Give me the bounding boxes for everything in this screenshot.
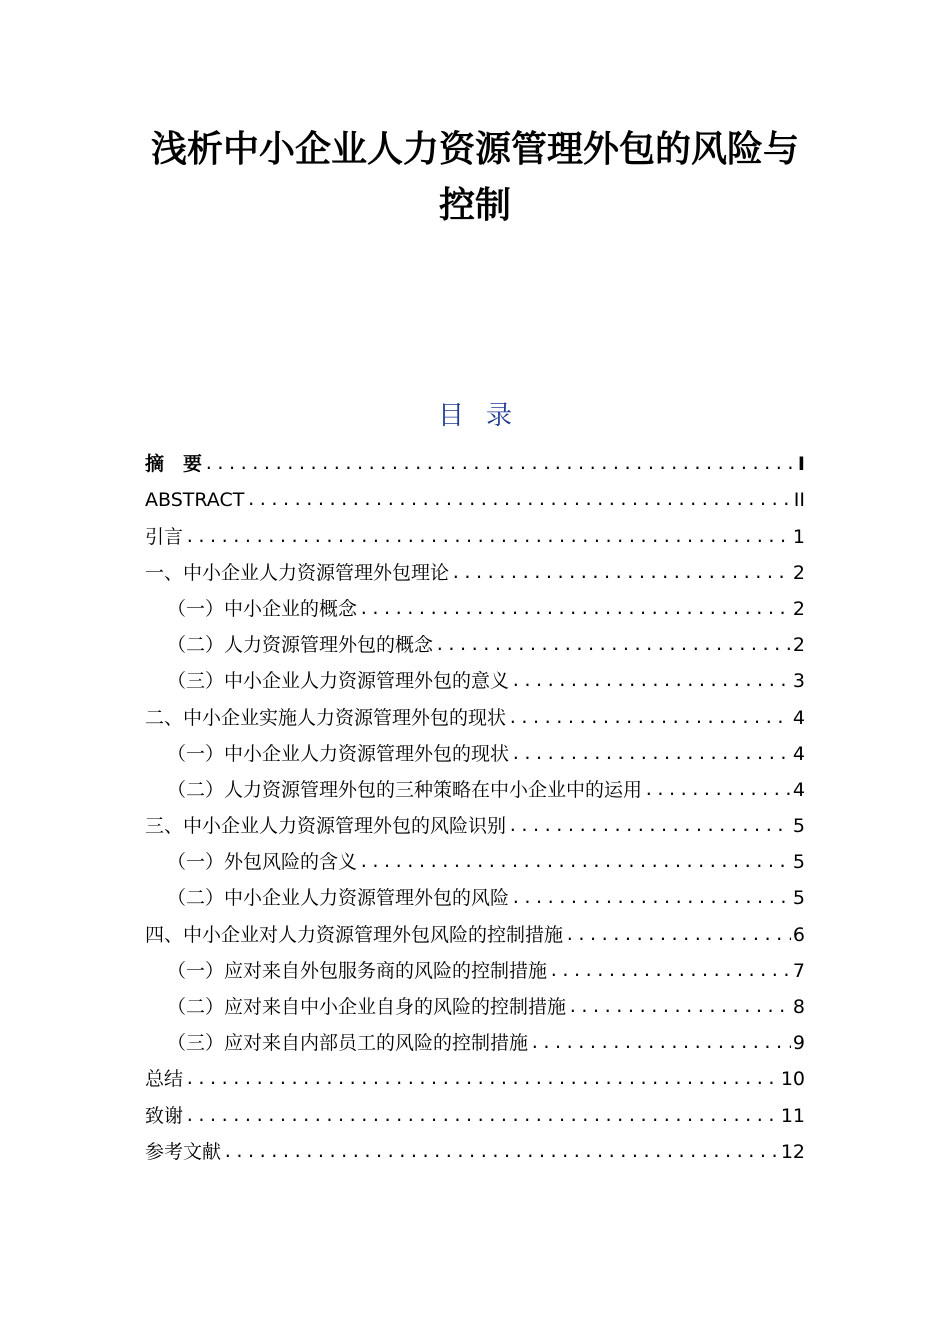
toc-entry-label[interactable]: 四、中小企业对人力资源管理外包风险的控制措施 [145, 923, 564, 946]
toc-entry-page-number[interactable]: 4 [792, 742, 805, 765]
toc-entry-label[interactable]: （二）中小企业人力资源管理外包的风险 [167, 887, 510, 910]
toc-entry[interactable] [145, 874, 805, 910]
toc-entry[interactable] [145, 1019, 805, 1055]
toc-entry-page-number[interactable]: 2 [792, 634, 805, 657]
toc-dot-leader [568, 995, 791, 1019]
toc-entry-label[interactable]: 摘 要 [145, 453, 203, 476]
toc-dot-leader [185, 525, 791, 549]
toc-entry-page-number[interactable]: 10 [780, 1068, 805, 1091]
toc-entry-page-number[interactable]: 7 [792, 959, 805, 982]
toc-entry-label[interactable]: 致谢 [145, 1104, 184, 1127]
toc-dot-leader [644, 778, 791, 802]
toc-dot-leader [565, 923, 791, 947]
toc-entry-page-number[interactable]: 5 [792, 887, 805, 910]
toc-entry[interactable] [145, 802, 805, 838]
toc-entry-label[interactable]: （二）应对来自中小企业自身的风险的控制措施 [167, 996, 567, 1018]
toc-dot-leader [511, 742, 791, 766]
toc-entry[interactable] [145, 693, 805, 729]
toc-entry[interactable] [145, 621, 805, 657]
toc-dot-leader [185, 1104, 779, 1128]
toc-entry[interactable] [145, 730, 805, 766]
table-of-contents [145, 440, 805, 1164]
toc-entry[interactable] [145, 910, 805, 946]
toc-entry-page-number[interactable]: II [793, 489, 805, 512]
toc-dot-leader [246, 488, 791, 512]
toc-entry[interactable] [145, 476, 805, 512]
toc-heading: 目录 [437, 401, 534, 431]
toc-entry-page-number[interactable]: 3 [792, 670, 805, 693]
toc-dot-leader [508, 814, 791, 838]
toc-entry-page-number[interactable]: I [797, 453, 805, 476]
toc-entry-label[interactable]: （二）人力资源管理外包的三种策略在中小企业中的运用 [167, 778, 643, 801]
toc-dot-leader [359, 597, 791, 621]
toc-entry-label[interactable]: （二）人力资源管理外包的概念 [167, 634, 434, 657]
toc-entry-label[interactable]: 一、中小企业人力资源管理外包理论 [145, 561, 450, 584]
toc-entry-page-number[interactable]: 5 [792, 815, 805, 838]
toc-entry-label[interactable]: 参考文献 [145, 1140, 222, 1163]
toc-entry-label[interactable]: 总结 [145, 1068, 184, 1091]
toc-entry[interactable] [145, 657, 805, 693]
toc-dot-leader [185, 1067, 779, 1091]
toc-entry[interactable] [145, 1128, 805, 1164]
toc-entry[interactable] [145, 838, 805, 874]
toc-entry-label[interactable]: （三）应对来自内部员工的风险的控制措施 [167, 1032, 529, 1055]
toc-entry-label[interactable]: 引言 [145, 525, 184, 548]
toc-dot-leader [530, 1031, 791, 1055]
toc-entry-label[interactable]: （一）中小企业人力资源管理外包的现状 [167, 742, 510, 765]
document-title-line-1: 浅析中小企业人力资源管理外包的风险与 [150, 129, 799, 170]
toc-entry-label[interactable]: （一）外包风险的含义 [167, 851, 358, 874]
toc-dot-leader [435, 633, 791, 657]
toc-entry-page-number[interactable]: 8 [792, 996, 805, 1018]
toc-entry[interactable] [145, 585, 805, 621]
toc-entry-label[interactable]: （一）应对来自外包服务商的风险的控制措施 [167, 959, 548, 982]
toc-entry-page-number[interactable]: 5 [792, 851, 805, 874]
toc-entry-page-number[interactable]: 11 [780, 1104, 805, 1127]
toc-entry[interactable] [145, 1055, 805, 1091]
toc-dot-leader [451, 561, 791, 585]
toc-entry-label[interactable]: ABSTRACT [145, 489, 245, 512]
toc-entry[interactable] [145, 512, 805, 548]
toc-entry-page-number[interactable]: 4 [792, 778, 805, 801]
toc-dot-leader [223, 1140, 779, 1164]
toc-entry-page-number[interactable]: 12 [780, 1140, 805, 1163]
toc-dot-leader [549, 959, 791, 983]
toc-entry-label[interactable]: （三）中小企业人力资源管理外包的意义 [167, 670, 510, 693]
toc-entry[interactable] [145, 766, 805, 802]
toc-entry-page-number[interactable]: 1 [792, 525, 805, 548]
toc-entry-page-number[interactable]: 9 [792, 1032, 805, 1055]
toc-entry[interactable] [145, 440, 805, 476]
toc-entry[interactable] [145, 947, 805, 983]
toc-dot-leader [511, 886, 791, 910]
toc-dot-leader [359, 850, 791, 874]
toc-entry-label[interactable]: 二、中小企业实施人力资源管理外包的现状 [145, 706, 507, 729]
toc-dot-leader [508, 706, 791, 730]
toc-entry-page-number[interactable]: 4 [792, 706, 805, 729]
toc-entry[interactable] [145, 549, 805, 585]
document-title [0, 122, 950, 234]
toc-entry-page-number[interactable]: 6 [792, 923, 805, 946]
toc-entry[interactable] [145, 983, 805, 1019]
toc-entry-label[interactable]: （一）中小企业的概念 [167, 597, 358, 620]
toc-entry-page-number[interactable]: 2 [792, 561, 805, 584]
toc-dot-leader [511, 669, 791, 693]
toc-entry-label[interactable]: 三、中小企业人力资源管理外包的风险识别 [145, 815, 507, 838]
toc-dot-leader [204, 452, 796, 476]
toc-entry[interactable] [145, 1091, 805, 1127]
document-title-line-2: 控制 [438, 185, 511, 226]
toc-entry-page-number[interactable]: 2 [792, 597, 805, 620]
